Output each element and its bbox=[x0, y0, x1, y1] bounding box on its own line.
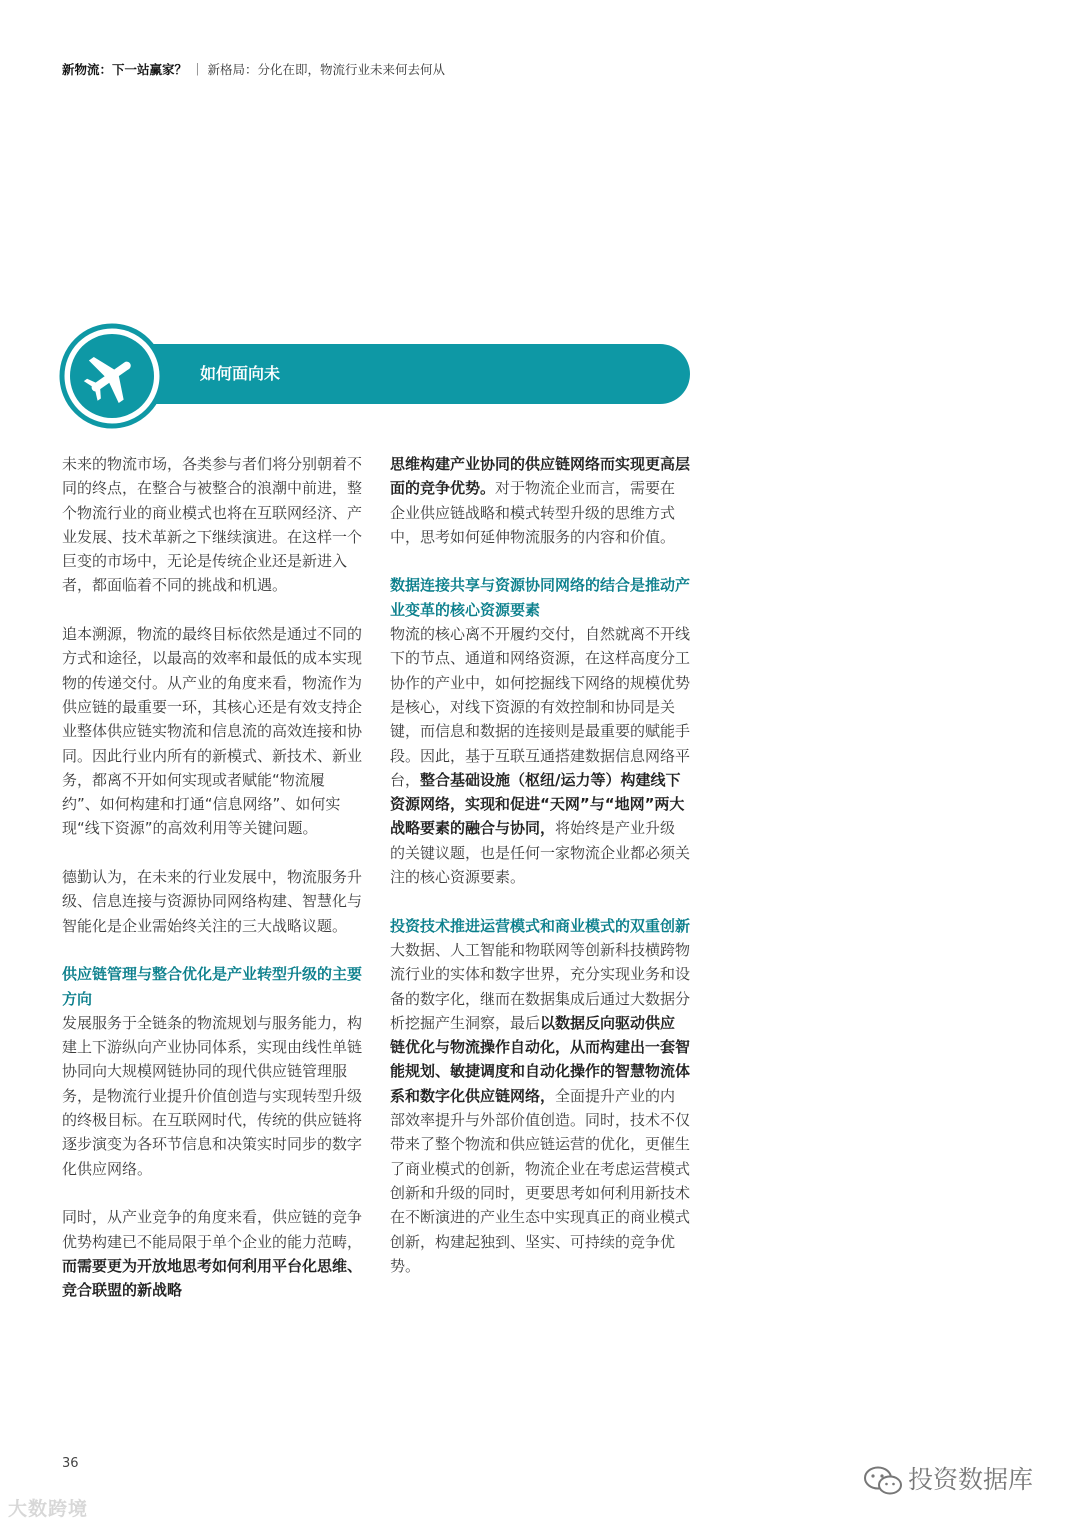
wechat-icon bbox=[862, 1465, 904, 1497]
header-section-title: 新格局：分化在即，物流行业未来何去何从 bbox=[207, 62, 446, 77]
left-column bbox=[62, 452, 362, 1327]
section-banner bbox=[150, 344, 690, 404]
watermark-right bbox=[862, 1460, 1033, 1497]
text-span: 全面提升产业的内部效率提升与外部价值创造。同时，技术不仅带来了整个物流和供应链运营的优化，更催生了商业模式的创新，物流企业在考虑运营模式创新和升级的同时，更要思考如何利用新技术在不断演进的产业生态中实现真正的商业模式创新，构建起独到、坚实、可持续的竞争优势。 bbox=[390, 1086, 691, 1275]
text-span: 大数据、人工智能和物联网等创新科技横跨物流行业的实体和数字世界，充分实现业务和设备的数字化，继而在数据集成后通过大数据分析挖掘产生洞察，最后 bbox=[390, 940, 691, 1032]
bold-text: 而需要更为开放地思考如何利用平台化思维、竞合联盟的新战略 bbox=[62, 1256, 363, 1300]
paragraph: 未来的物流市场，各类参与者们将分别朝着不同的终点，在整合与被整合的浪潮中前进，整个物流行业的商业模式也将在互联网经济、产业发展、技术革新之下继续演进。在这样一个巨变的市场中，无论是传统企业还是新进入者，都面临着不同的挑战和机遇。 bbox=[62, 455, 363, 595]
text-span: 物流的核心离不开履约交付，自然就离不开线下的节点、通道和网络资源，在这样高度分工协作的产业中，如何挖掘线下网络的规模优势是核心，对线下资源的有效控制和协同是关键，而信息和数据的连接则是最重要的赋能手段。因此，基于互联互通搭建数据信息网络平台， bbox=[390, 625, 691, 789]
paragraph: 追本溯源，物流的最终目标依然是通过不同的方式和途径，以最高的效率和最低的成本实现物的传递交付。从产业的角度来看，物流作为供应链的最重要一环，其核心还是有效支持企业整体供应链实物流和信息流的高效连接和协同。因此行业内所有的新模式、新技术、新业务，都离不开如何实现或者赋能“物流履约”、如何构建和打通“信息网络”、如何实现“线下资源”的高效利用等关键问题。 bbox=[62, 625, 363, 838]
section-heading: 数据连接共享与资源协同网络的结合是推动产业变革的核心资源要素 bbox=[390, 576, 691, 619]
section-heading: 供应链管理与整合优化是产业转型升级的主要方向 bbox=[62, 965, 363, 1008]
text-span: 将始终是产业升级的关键议题，也是任何一家物流企业都必须关注的核心资源要素。 bbox=[390, 819, 691, 887]
paragraph bbox=[390, 622, 690, 889]
header-report-title: 新物流：下一站赢家？ bbox=[62, 62, 188, 77]
paragraph bbox=[62, 1205, 362, 1302]
paragraph: 发展服务于全链条的物流规划与服务能力，构建上下游纵向产业协同体系，实现由线性单链协同向大规模网链协同的现代供应链管理服务，是物流行业提升价值创造与实现转型升级的终极目标。在互联网时代，传统的供应链将逐步演变为各环节信息和决策实时同步的数字化供应网络。 bbox=[62, 1013, 363, 1178]
text-span: 同时，从产业竞争的角度来看，供应链的竞争优势构建已不能局限于单个企业的能力范畴， bbox=[62, 1208, 363, 1251]
bold-text: 以数据反向驱动供应链优化与物流操作自动化，从而构建出一套智能规划、敏捷调度和自动化操作的智慧物流体系和数字化供应链网络， bbox=[390, 1013, 691, 1105]
watermark-left: 大数跨境 bbox=[8, 1498, 89, 1520]
paragraph bbox=[390, 452, 690, 549]
airplane-icon bbox=[58, 322, 166, 430]
bold-text: 思维构建产业协同的供应链网络而实现更高层面的竞争优势。 bbox=[390, 455, 691, 498]
header-separator: ｜ bbox=[191, 62, 204, 77]
section-heading: 投资技术推进运营模式和商业模式的双重创新 bbox=[390, 916, 691, 935]
right-column bbox=[390, 452, 690, 1302]
running-header bbox=[62, 60, 445, 78]
paragraph bbox=[390, 938, 690, 1278]
text-span: 对于物流企业而言，需要在企业供应链战略和模式转型升级的思维方式中，思考如何延伸物流服务的内容和价值。 bbox=[390, 479, 676, 546]
banner-title: 如何面向未 bbox=[200, 364, 281, 383]
bold-text: 整合基础设施（枢纽/运力等）构建线下资源网络，实现和促进“天网”与“地网”两大战略要素的融合与协同， bbox=[390, 770, 685, 838]
page-number: 36 bbox=[62, 1456, 79, 1471]
paragraph: 德勤认为，在未来的行业发展中，物流服务升级、信息连接与资源协同网络构建、智慧化与智能化是企业需始终关注的三大战略议题。 bbox=[62, 868, 363, 935]
watermark-right-text: 投资数据库 bbox=[908, 1465, 1034, 1494]
